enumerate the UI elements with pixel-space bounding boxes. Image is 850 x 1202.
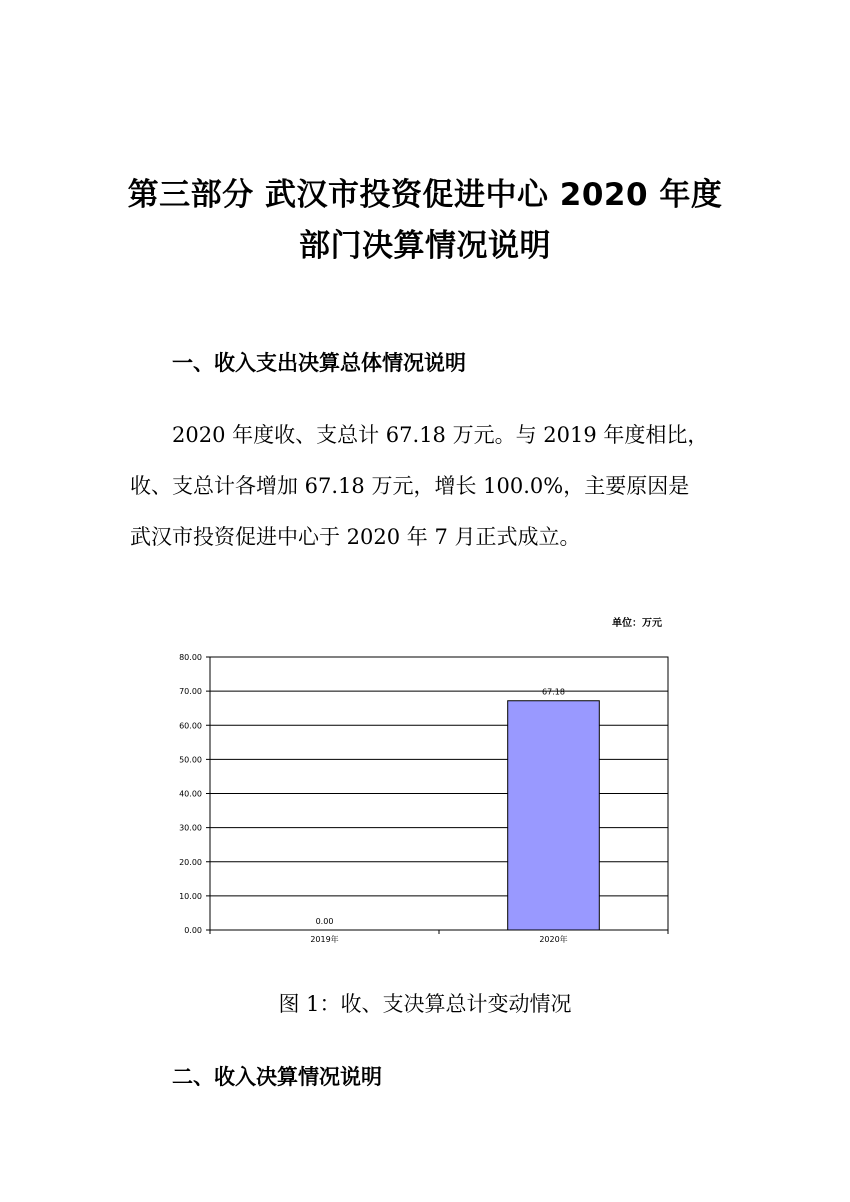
- paragraph-line-1: 2020 年度收、支总计 67.18 万元。与 2019 年度相比，: [172, 423, 709, 447]
- paragraph-line-3: 武汉市投资促进中心于 2020 年 7 月正式成立。: [130, 525, 581, 549]
- bar-chart: [150, 650, 680, 950]
- paragraph-line-2: 收、支总计各增加 67.18 万元，增长 100.0%，主要原因是: [130, 474, 690, 498]
- chart-unit-note: 单位：万元: [612, 618, 662, 629]
- bar-2020年: [508, 701, 600, 930]
- y-tick-label: 50.00: [179, 755, 202, 765]
- y-tick-label: 20.00: [179, 857, 202, 867]
- y-tick-label: 70.00: [179, 687, 202, 697]
- y-tick-label: 60.00: [179, 721, 202, 731]
- page-title-line-1: 第三部分 武汉市投资促进中心 2020 年度: [127, 177, 723, 213]
- y-tick-label: 0.00: [184, 926, 202, 935]
- section-1-heading: 一、收入支出决算总体情况说明: [172, 351, 466, 375]
- x-tick-label: 2019年: [310, 935, 339, 944]
- x-tick-label: 2020年: [539, 935, 568, 944]
- y-tick-label: 80.00: [179, 653, 202, 662]
- data-label: 67.18: [542, 687, 565, 697]
- data-label: 0.00: [315, 917, 334, 926]
- y-tick-label: 40.00: [179, 789, 202, 799]
- y-tick-label: 10.00: [179, 891, 202, 901]
- y-tick-label: 30.00: [179, 823, 202, 833]
- page-title-line-2: 部门决算情况说明: [299, 228, 551, 264]
- section-2-heading: 二、收入决算情况说明: [172, 1065, 382, 1089]
- figure-caption: 图 1：收、支决算总计变动情况: [278, 992, 572, 1016]
